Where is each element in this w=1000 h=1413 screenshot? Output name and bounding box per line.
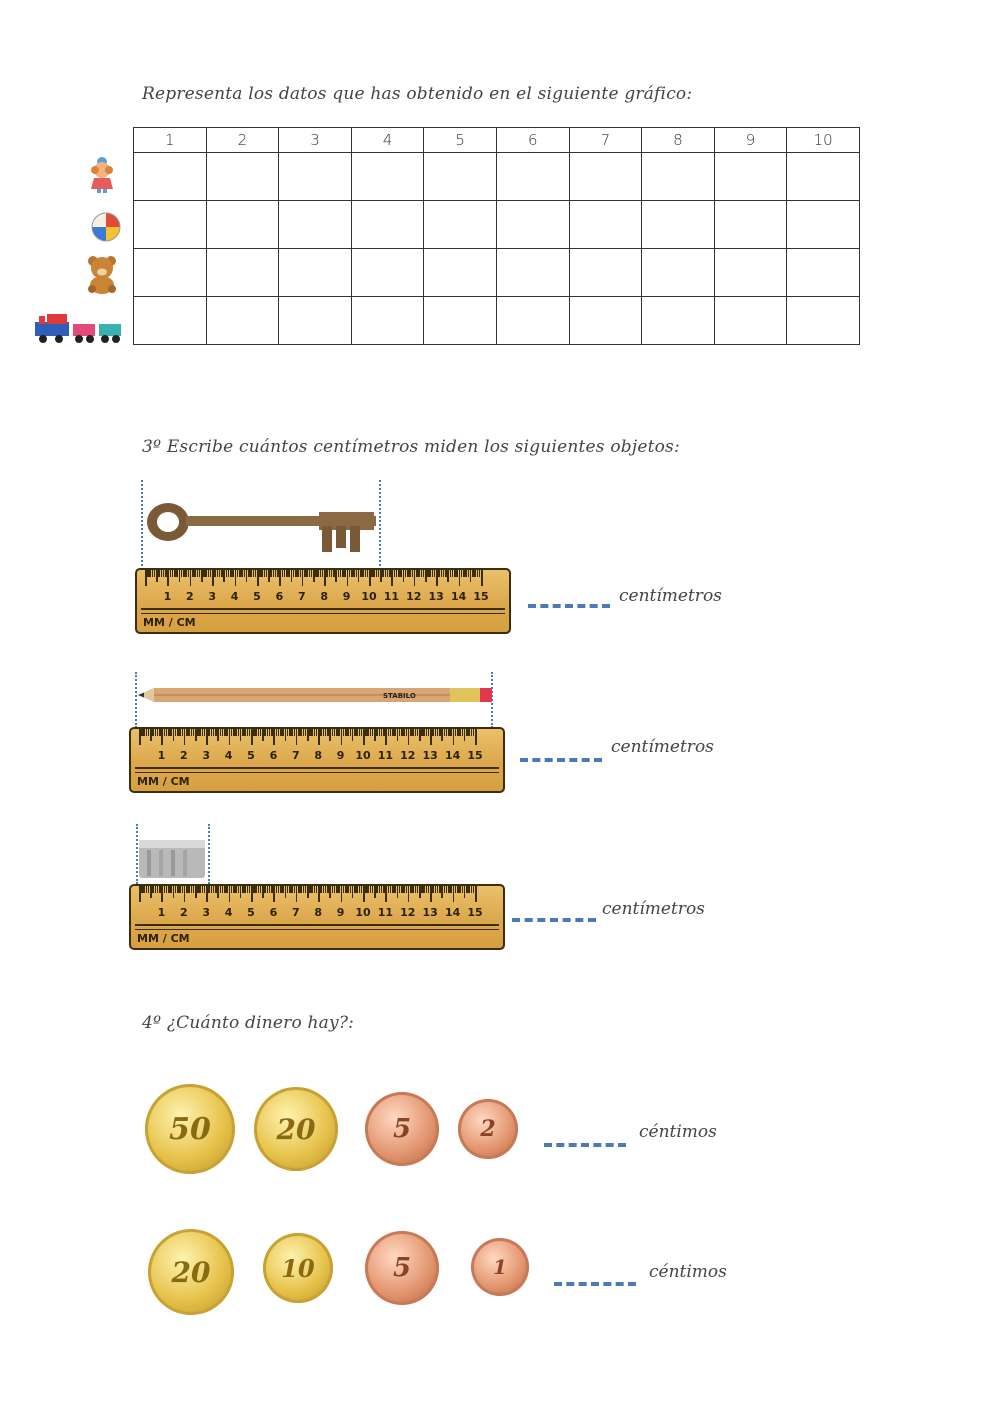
graph-cell[interactable] — [714, 153, 787, 201]
ruler-number: 9 — [342, 590, 351, 603]
graph-cell[interactable] — [569, 249, 642, 297]
graph-cell[interactable] — [134, 297, 207, 345]
ruler-number: 4 — [224, 749, 233, 762]
graph-cell[interactable] — [279, 249, 352, 297]
graph-cell[interactable] — [134, 201, 207, 249]
sharpener-icon — [137, 836, 207, 880]
answer-blank[interactable] — [554, 1282, 636, 1286]
train-icon — [33, 312, 125, 344]
graph-cell[interactable] — [496, 201, 569, 249]
ruler-number: 15 — [467, 906, 483, 919]
ruler-number: 11 — [377, 906, 394, 919]
ruler-number: 3 — [202, 749, 211, 762]
answer-blank[interactable] — [528, 604, 610, 608]
ruler-number: 2 — [179, 906, 188, 919]
ruler-number: 14 — [444, 906, 461, 919]
graph-cell[interactable] — [279, 201, 352, 249]
ruler-number: 7 — [291, 749, 300, 762]
ruler-number: 6 — [269, 749, 278, 762]
ruler-number: 14 — [450, 590, 467, 603]
money-heading: 4º ¿Cuánto dinero hay?: — [142, 1013, 355, 1033]
graph-cell[interactable] — [351, 297, 424, 345]
ruler-line — [141, 608, 505, 610]
col-header: 2 — [206, 128, 279, 153]
graph-cell[interactable] — [206, 249, 279, 297]
graph-cell[interactable] — [496, 249, 569, 297]
graph-cell[interactable] — [424, 153, 497, 201]
col-header: 6 — [496, 128, 569, 153]
ruler-number: 5 — [253, 590, 261, 603]
ruler-number: 10 — [355, 906, 371, 919]
graph-cell[interactable] — [714, 249, 787, 297]
graph-cell[interactable] — [496, 153, 569, 201]
ruler-number: 3 — [202, 906, 211, 919]
graph-cell[interactable] — [787, 153, 860, 201]
graph-cell[interactable] — [714, 201, 787, 249]
ruler — [135, 568, 511, 634]
coin-5-cent: 5 — [365, 1092, 439, 1166]
graph-cell[interactable] — [134, 249, 207, 297]
col-header: 1 — [134, 128, 207, 153]
ruler-number: 13 — [428, 590, 444, 603]
measure-guide-line — [141, 480, 143, 570]
col-header: 8 — [642, 128, 715, 153]
ruler-number: 14 — [444, 749, 461, 762]
graph-cell[interactable] — [351, 201, 424, 249]
ruler-line — [135, 767, 499, 769]
ruler-unit-label: MM / CM — [143, 616, 196, 629]
graph-cell[interactable] — [642, 153, 715, 201]
coin-5-cent: 5 — [365, 1231, 439, 1305]
pencil-icon — [138, 687, 492, 703]
graph-cell[interactable] — [206, 153, 279, 201]
ruler — [129, 884, 505, 950]
ruler-number: 9 — [336, 906, 345, 919]
coin-20-cent: 20 — [148, 1229, 234, 1315]
col-header: 4 — [351, 128, 424, 153]
ruler-unit-label: MM / CM — [137, 775, 190, 788]
ruler-number: 15 — [467, 749, 483, 762]
teddy-bear-icon — [84, 254, 120, 294]
ruler-number: 12 — [406, 590, 422, 603]
graph-cell[interactable] — [642, 297, 715, 345]
ruler-line — [141, 613, 505, 614]
ruler-number: 7 — [291, 906, 300, 919]
graph-cell[interactable] — [642, 201, 715, 249]
ruler-number: 15 — [473, 590, 489, 603]
coin-20-cent: 20 — [254, 1087, 338, 1171]
ruler-number: 11 — [377, 749, 394, 762]
graph-row-train — [134, 297, 860, 345]
ruler-number: 1 — [157, 906, 166, 919]
ruler-number: 9 — [336, 749, 345, 762]
ruler-number: 6 — [269, 906, 278, 919]
graph-cell[interactable] — [787, 201, 860, 249]
graph-cell[interactable] — [351, 249, 424, 297]
graph-row-teddy — [134, 249, 860, 297]
graph-header-row — [134, 128, 860, 153]
doll-icon — [88, 156, 116, 194]
graph-cell[interactable] — [424, 249, 497, 297]
ruler-number: 1 — [157, 749, 166, 762]
graph-cell[interactable] — [134, 153, 207, 201]
coin-1-cent: 1 — [471, 1238, 529, 1296]
ruler-line — [135, 924, 499, 926]
answer-blank[interactable] — [520, 758, 602, 762]
ruler-number: 6 — [275, 590, 284, 603]
graph-cell[interactable] — [714, 297, 787, 345]
ruler-number: 8 — [320, 590, 329, 603]
unit-label: céntimos — [649, 1262, 727, 1282]
graph-cell[interactable] — [787, 297, 860, 345]
graph-cell[interactable] — [642, 249, 715, 297]
graph-cell[interactable] — [206, 297, 279, 345]
data-graph-table — [133, 127, 860, 345]
unit-label: centímetros — [611, 737, 714, 757]
key-icon — [144, 500, 380, 556]
ruler-number: 8 — [314, 906, 323, 919]
unit-label: céntimos — [639, 1122, 717, 1142]
col-header: 3 — [279, 128, 352, 153]
unit-label: centímetros — [602, 899, 705, 919]
graph-row-doll — [134, 153, 860, 201]
ruler-number: 7 — [297, 590, 306, 603]
col-header: 9 — [714, 128, 787, 153]
ruler-number: 10 — [361, 590, 377, 603]
ruler-number: 4 — [224, 906, 233, 919]
ruler-tick — [475, 886, 477, 902]
svg-text:STABILO: STABILO — [383, 692, 416, 700]
measure-heading: 3º Escribe cuántos centímetros miden los siguientes objetos: — [142, 437, 680, 457]
answer-blank[interactable] — [544, 1143, 626, 1147]
coin-2-cent: 2 — [458, 1099, 518, 1159]
ruler-number: 2 — [185, 590, 194, 603]
ruler-number: 2 — [179, 749, 188, 762]
graph-cell[interactable] — [351, 153, 424, 201]
col-header: 7 — [569, 128, 642, 153]
measure-guide-line — [135, 672, 137, 728]
ruler-line — [135, 929, 499, 930]
ruler-number: 12 — [400, 906, 416, 919]
ruler-number: 11 — [383, 590, 400, 603]
graph-heading: Representa los datos que has obtenido en el siguiente gráfico: — [142, 84, 693, 104]
graph-row-ball — [134, 201, 860, 249]
graph-cell[interactable] — [279, 153, 352, 201]
ruler-unit-label: MM / CM — [137, 932, 190, 945]
coin-10-cent: 10 — [263, 1233, 333, 1303]
answer-blank[interactable] — [512, 918, 596, 922]
ruler-number: 10 — [355, 749, 371, 762]
graph-cell[interactable] — [424, 201, 497, 249]
ruler-tick — [481, 570, 483, 586]
ruler-number: 4 — [230, 590, 239, 603]
ruler-number: 1 — [163, 590, 172, 603]
unit-label: centímetros — [619, 586, 722, 606]
graph-cell[interactable] — [569, 201, 642, 249]
graph-cell[interactable] — [424, 297, 497, 345]
graph-cell[interactable] — [279, 297, 352, 345]
measure-guide-line — [208, 824, 210, 884]
ruler-number: 12 — [400, 749, 416, 762]
col-header: 5 — [424, 128, 497, 153]
ruler-number: 5 — [247, 749, 255, 762]
ruler-number: 8 — [314, 749, 323, 762]
ruler-number: 13 — [422, 749, 438, 762]
graph-cell[interactable] — [569, 297, 642, 345]
graph-cell[interactable] — [787, 249, 860, 297]
ruler-line — [135, 772, 499, 773]
ball-icon — [91, 212, 121, 242]
graph-cell[interactable] — [496, 297, 569, 345]
ruler-number: 13 — [422, 906, 438, 919]
coin-50-cent: 50 — [145, 1084, 235, 1174]
col-header: 10 — [787, 128, 860, 153]
ruler-tick — [475, 729, 477, 745]
ruler-number: 3 — [208, 590, 217, 603]
graph-cell[interactable] — [206, 201, 279, 249]
ruler — [129, 727, 505, 793]
ruler-number: 5 — [247, 906, 255, 919]
graph-cell[interactable] — [569, 153, 642, 201]
